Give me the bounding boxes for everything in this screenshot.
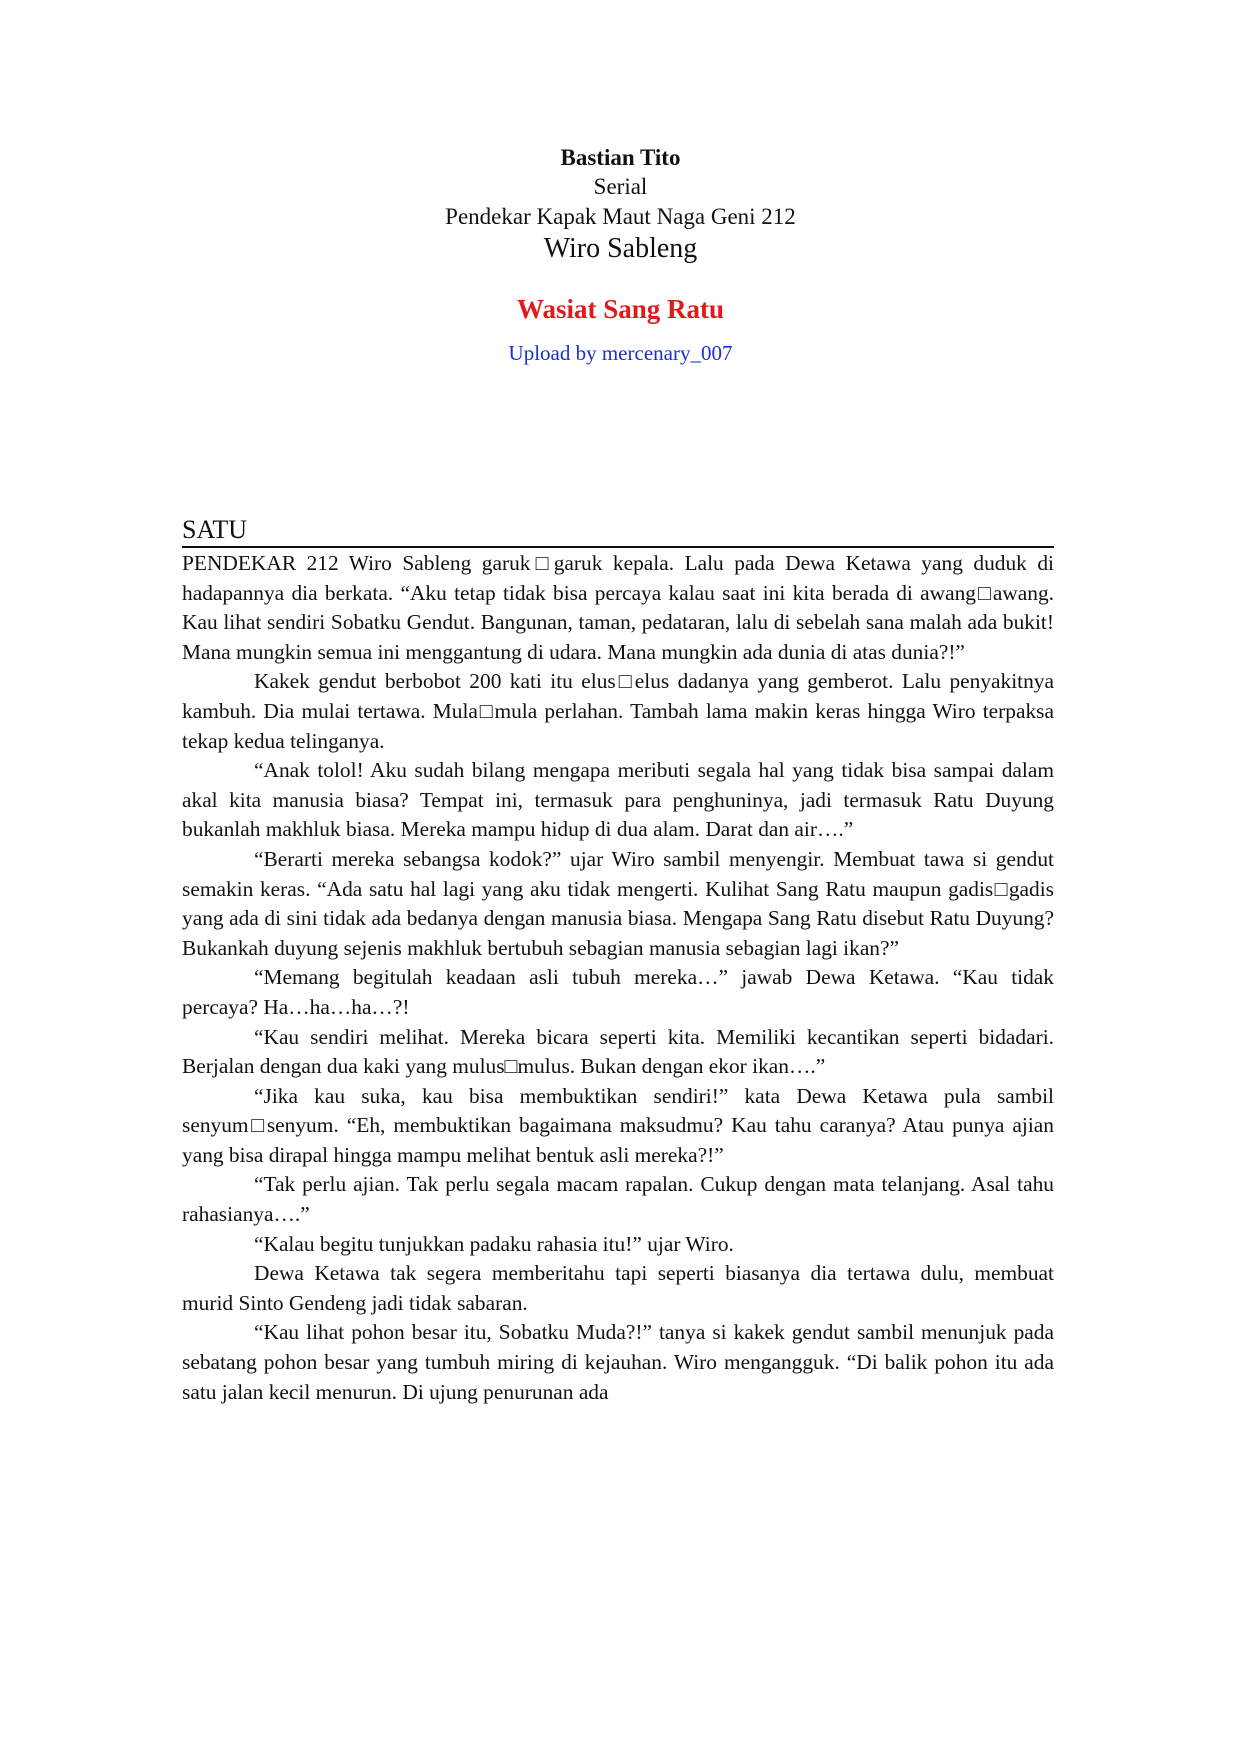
chapter-body xyxy=(182,549,1054,1407)
paragraph: “Anak tolol! Aku sudah bilang mengapa meributi segala hal yang tidak bisa sampai dalam akal kita manusia biasa? Tempat ini, termasuk para penghuninya, jadi termasuk Ratu Duyung bukanlah makhluk biasa. Mereka mampu hidup di dua alam. Darat dan air….” xyxy=(182,758,1054,842)
series-name: Pendekar Kapak Maut Naga Geni 212 xyxy=(445,204,796,229)
paragraph: Kakek gendut berbobot 200 kati itu elus□elus dadanya yang gemberot. Lalu penyakitnya kambuh. Dia mulai tertawa. Mula□mula perlahan. Tambah lama makin keras hingga Wiro terpaksa tekap kedua telinganya. xyxy=(182,669,1054,753)
paragraph: PENDEKAR 212 Wiro Sableng garuk□garuk kepala. Lalu pada Dewa Ketawa yang duduk di hadapannya dia berkata. “Aku tetap tidak bisa percaya kalau saat ini kita berada di awang□awang. Kau lihat sendiri Sobatku Gendut. Bangunan, taman, pedataran, lalu di sebelah sana malah ada bukit! Mana mungkin semua ini menggantung di udara. Mana mungkin ada dunia di atas dunia?!” xyxy=(182,551,1054,664)
author-name: Bastian Tito xyxy=(560,145,681,170)
main-title: Wiro Sableng xyxy=(543,233,698,264)
paragraph: “Berarti mereka sebangsa kodok?” ujar Wiro sambil menyengir. Membuat tawa si gendut semakin keras. “Ada satu hal lagi yang aku tidak mengerti. Kulihat Sang Ratu maupun gadis□gadis yang ada di sini tidak ada bedanya dengan manusia biasa. Mengapa Sang Ratu disebut Ratu Duyung? Bukankah duyung sejenis makhluk bertubuh sebagian manusia sebagian lagi ikan?” xyxy=(182,846,1054,960)
title-block xyxy=(0,143,1241,366)
chapter-section xyxy=(182,514,1054,1407)
series-label: Serial xyxy=(593,174,648,199)
paragraph: “Kau lihat pohon besar itu, Sobatku Muda?!” tanya si kakek gendut sambil menunjuk pada sebatang pohon besar yang tumbuh miring di kejauhan. Wiro mengangguk. “Di balik pohon itu ada satu jalan kecil menurun. Di ujung penurunan ada xyxy=(182,1320,1054,1404)
paragraph: “Memang begitulah keadaan asli tubuh mereka…” jawab Dewa Ketawa. “Kau tidak percaya? Ha…ha…ha…?! xyxy=(182,965,1054,1019)
paragraph: Dewa Ketawa tak segera memberitahu tapi seperti biasanya dia tertawa dulu, membuat murid Sinto Gendeng jadi tidak sabaran. xyxy=(182,1261,1054,1315)
paragraph: “Jika kau suka, kau bisa membuktikan sendiri!” kata Dewa Ketawa pula sambil senyum□senyum. “Eh, membuktikan bagaimana maksudmu? Kau tahu caranya? Atau punya ajian yang bisa dirapal hingga mampu melihat bentuk asli mereka?!” xyxy=(182,1083,1054,1167)
upload-credit: Upload by mercenary_007 xyxy=(508,341,733,365)
paragraph: “Kalau begitu tunjukkan padaku rahasia itu!” ujar Wiro. xyxy=(254,1231,734,1256)
book-title: Wasiat Sang Ratu xyxy=(516,294,725,324)
paragraph: “Tak perlu ajian. Tak perlu segala macam rapalan. Cukup dengan mata telanjang. Asal tahu rahasianya….” xyxy=(182,1172,1054,1227)
chapter-heading: SATU xyxy=(182,514,1054,548)
paragraph: “Kau sendiri melihat. Mereka bicara seperti kita. Memiliki kecantikan seperti bidadari. Berjalan dengan dua kaki yang mulus□mulus. Bukan dengan ekor ikan….” xyxy=(182,1024,1054,1079)
